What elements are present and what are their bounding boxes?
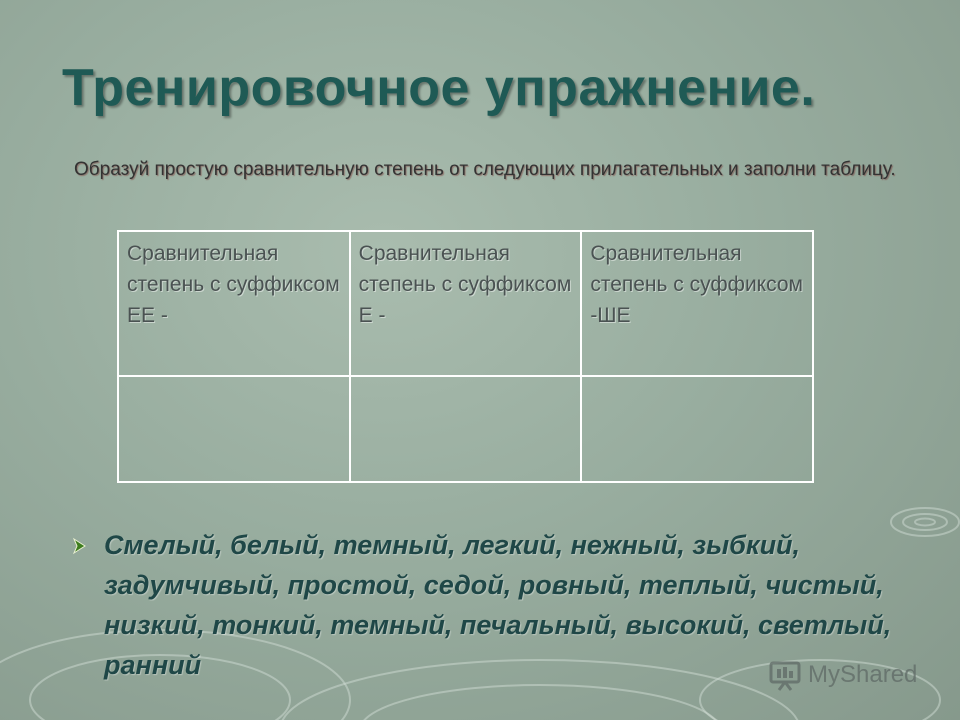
answer-cell-she xyxy=(581,376,813,482)
answer-cell-ee xyxy=(118,376,350,482)
table-header-row xyxy=(118,231,813,376)
arrow-bullet-icon xyxy=(70,536,90,556)
header-cell-ee: Сравнительная степень с суффиксом ЕЕ - xyxy=(118,231,350,376)
adjectives-text: Смелый, белый, темный, легкий, нежный, зыбкий, задумчивый, простой, седой, ровный, теплый, чистый, низкий, тонкий, темный, печальный, высокий, светлый, ранний xyxy=(104,530,892,680)
watermark xyxy=(768,656,917,694)
instruction-text: Образуй простую сравнительную степень от следующих прилагательных и заполни таблицу. xyxy=(74,159,896,180)
suffix-table xyxy=(117,230,814,483)
presentation-screen-icon xyxy=(768,658,802,692)
table-answer-row xyxy=(118,376,813,482)
header-cell-e: Сравнительная степень с суффиксом Е - xyxy=(350,231,582,376)
header-cell-she: Сравнительная степень с суффиксом -ШЕ xyxy=(581,231,813,376)
watermark-text: MyShared xyxy=(808,661,918,688)
slide-title: Тренировочное упражнение. xyxy=(62,59,816,117)
answer-cell-e xyxy=(350,376,582,482)
